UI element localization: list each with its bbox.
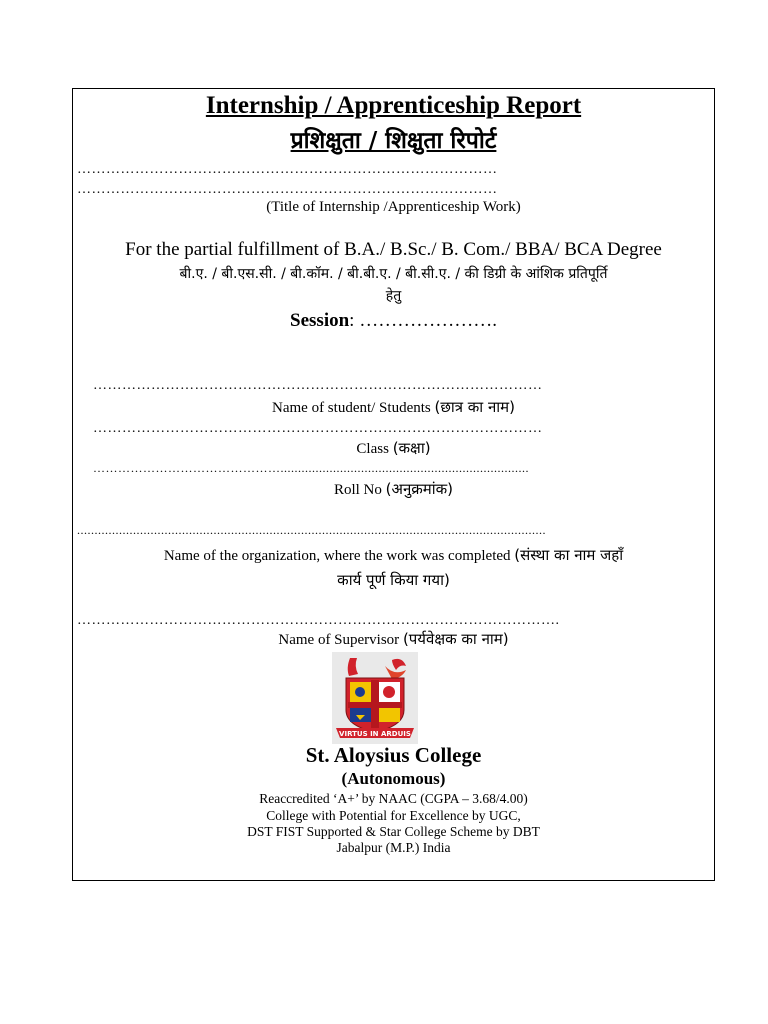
student-name-blank[interactable]: ………………………………………………………………………………… [93, 379, 543, 393]
roll-no-label: Roll No (अनुक्रमांक) [333, 480, 454, 498]
work-title-caption: (Title of Internship /Apprenticeship Work) [266, 199, 521, 215]
college-info-line: Jabalpur (M.P.) India [336, 840, 451, 855]
college-info-line: Reaccredited ‘A+’ by NAAC (CGPA – 3.68/4.00) [259, 791, 528, 806]
supervisor-label: Name of Supervisor (पर्यवेक्षक का नाम) [278, 630, 509, 648]
supervisor-blank[interactable]: ………………………………………………………………………………………. [77, 614, 560, 628]
crest-motto: VIRTUS IN ARDUIS [339, 730, 411, 738]
organization-blank[interactable]: ...................................................................................................................................... [77, 523, 546, 537]
fulfillment-hindi-2: हेतु [385, 288, 402, 304]
college-info-line: College with Potential for Excellence by UGC, [266, 808, 521, 823]
session-label: Session [290, 310, 350, 331]
college-name: St. Aloysius College [305, 743, 482, 767]
organization-label-hindi: कार्य पूर्ण किया गया) [337, 571, 450, 589]
fulfillment-hindi-1: बी.ए. / बी.एस.सी. / बी.कॉम. / बी.बी.ए. / बी.सी.ए. / की डिग्री के आंशिक प्रतिपूर्ति [179, 266, 608, 282]
class-label: Class (कक्षा) [356, 439, 431, 457]
college-info-line: DST FIST Supported & Star College Scheme by DBT [247, 824, 540, 839]
college-crest-logo [332, 652, 418, 744]
session-colon: : [349, 310, 360, 331]
report-title-hindi: प्रशिक्षुता / शिक्षुता रिपोर्ट [290, 128, 497, 154]
session-blank[interactable]: …………………. [359, 310, 497, 331]
roll-no-blank[interactable]: ………………………………………....................................................................... [93, 461, 529, 475]
session-row [73, 310, 714, 332]
fulfillment-english: For the partial fulfillment of B.A./ B.Sc./ B. Com./ BBA/ BCA Degree [125, 239, 662, 260]
report-cover-frame [72, 88, 715, 881]
report-title-english: Internship / Apprenticeship Report [205, 92, 582, 119]
student-name-label: Name of student/ Students (छात्र का नाम) [272, 398, 515, 416]
college-status: (Autonomous) [341, 769, 446, 788]
work-title-blank-1[interactable]: …………………………………………………………………………… [77, 163, 498, 177]
organization-label: Name of the organization, where the work was completed (संस्था का नाम जहाँ [163, 546, 624, 564]
class-blank[interactable]: ………………………………………………………………………………… [93, 422, 543, 436]
work-title-blank-2[interactable]: …………………………………………………………………………… [77, 183, 498, 197]
